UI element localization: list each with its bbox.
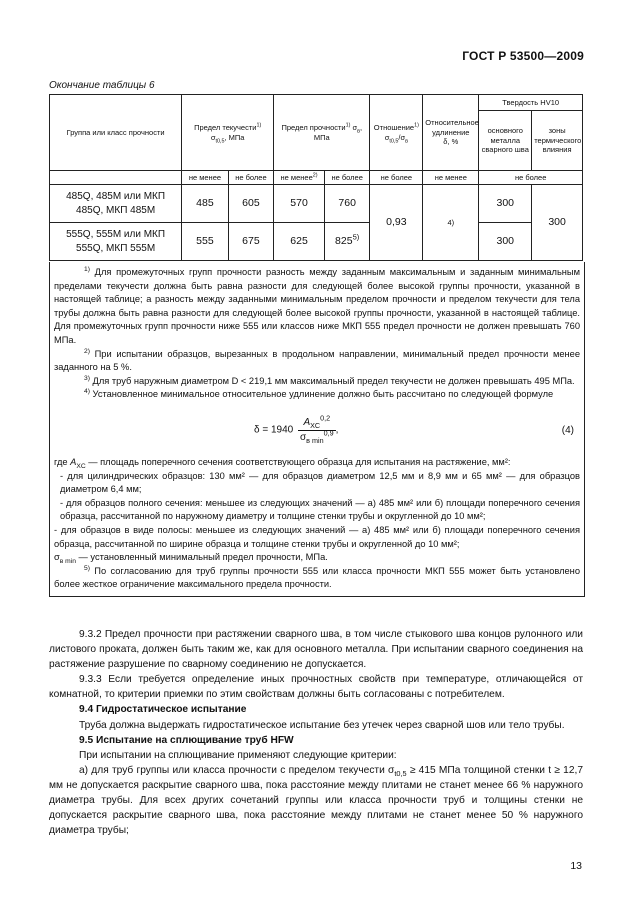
col-group-header: Группа или класс прочности [50, 95, 182, 171]
para-9-4: Труба должна выдержать гидростатическое испытание без утечек через сварной шов или тело трубы. [79, 719, 565, 731]
footnote-1: $^{1)}$ Для промежуточных групп прочности разность между заданным максимальным и заданным минимальным пределами текучести должна быть равна разности для следующей более высокой группы прочности, указанной в настоящей таблице; а разность между заданными минимальным пределом прочности и пределом текучести для тела трубы должна быть равна разности для следующей более высокой группы прочности, указанной в настоящей таблице. Для промежуточных групп прочности ниже 555 или классов ниже МКП 555 предел прочности не должен превышать 760 МПа. [54, 265, 580, 345]
para-9-3-2: 9.3.2 Предел прочности при растяжении сварного шва, в том числе стыкового шва концов рулонного или листового проката, должен быть таким же, как для основного металла. При испытании сварного соединения на растяжение разрушение по сварному соединению не допускается. [49, 629, 583, 671]
table-caption: Окончание таблицы 6 [49, 80, 155, 91]
table-footnotes: $^{1)}$ Для промежуточных групп прочности разность между заданным максимальным и заданным минимальным пределами текучести должна быть равна разности для следующей более высокой группы прочности, указанной в настоящей таблице; а разность между заданными минимальным пределом прочности и пределом текучести для тела трубы должна быть равна разности для следующей более высокой группы прочности, указанной в настоящей таблице. Для промежуточных групп прочности ниже 555 или классов ниже МКП 555 предел прочности не должен превышать 760 МПа. $^{2)}$ При испытании образцов, вырезанных в продольном направлении, минимальный предел прочности менее заданного на 5 %. $^{3)}$ Для труб наружным диаметром D < 219,1 мм максимальный предел текучести не должен превышать 495 МПа. $^{4)}$ Установленное минимальное относительное удлинение должно быть рассчитано по следующей формуле δ = 1940 $\frac{A_{XC}^{0,2}}{\sigma_{в min}^{0,9}}$ , (4) где $A_{XC}$ — площадь поперечного сечения соответствующего образца для испытания на растяжение, мм²: - для цилиндрических образцов: 130 мм² — для образцов диаметром 12,5 мм и 8,9 мм и 65 мм² — для образцов диаметром 6,4 мм; - для образцов полного сечения: меньшее из следующих значений — а) 485 мм² или б) площади поперечного сечения образца, рассчитанной по наружному диаметру и толщине стенки трубы и округленной до 10 мм²; - для образцов в виде полосы: меньшее из следующих значений — а) 485 мм² или б) площади поперечного сечения образца, рассчитанной по ширине образца и толщине стенки трубы и округленной до 10 мм²; $\sigma_{в min}$ — установленный минимальный предел прочности, МПа. $^{5)}$ По согласованию для труб группы прочности 555 или класса прочности МКП 555 может быть установлено более жесткое ограничение максимального предела прочности. [49, 262, 585, 597]
para-9-5-a: а) для труб группы или класса прочности с пределом текучести $\sigma_{t0,5} \ge 415$ МПа толщиной стенки t ≥ 12,7 мм не допускается раскрытие сварного шва, пока расстояние между плитами не станет менее 66 % наружного диаметра трубы. Для всех других сочетаний группы или класса прочности труб и толщины стенки не допускается раскрытие сварного шва, пока расстояние между плитами не станет менее 50 % наружного диаметра трубы; [49, 764, 583, 837]
footnote-5: $^{5)}$ По согласованию для труб группы прочности 555 или класса прочности МКП 555 может быть установлено более жесткое ограничение максимального предела прочности. [54, 564, 580, 590]
elong-note: 4) [423, 185, 479, 261]
strength-table: Группа или класс прочности Предел текучести$^{1)}$ $\sigma_{t0,5}$, МПа Предел прочности$^{1)}$ $\sigma_в$, МПа Отношение$^{1)}$ $\sigma_{t0,5}/\sigma_в$ Относительное удлинение δ, % Твердость HV10 основного металла сварного шва зоны термического влияния не менее не более не менее$^{2)}$ не более не более не менее не более 485Q, 485M или МКП 485Q, МКП 485М 485 605 570 760 0,93 4) 300 300 555Q, 555M или МКП 555Q, МКП 555М 555 675 625 825$^{5)}$ 300 [49, 94, 583, 261]
col-hardness-zone: зоны термического влияния [532, 111, 583, 171]
footnote-4: $^{4)}$ Установленное минимальное относительное удлинение должно быть рассчитано по следующей формуле [84, 388, 554, 400]
table-row: 485Q, 485M или МКП 485Q, МКП 485М 485 605 570 760 0,93 4) 300 300 [50, 185, 583, 223]
col-elong-header: Относительное удлинение δ, % [423, 95, 479, 171]
hv-zone-value: 300 [532, 185, 583, 261]
footnote-3: $^{3)}$ Для труб наружным диаметром D < 219,1 мм максимальный предел текучести не должен превышать 495 МПа. [84, 374, 575, 386]
col-hardness-header: Твердость HV10 [479, 95, 583, 111]
col-hardness-base: основного металла сварного шва [479, 111, 532, 171]
para-9-5: При испытании на сплющивание применяют следующие критерии: [79, 749, 397, 761]
table-row: 555Q, 555M или МКП 555Q, МКП 555М 555 675 625 825$^{5)}$ 300 [50, 223, 583, 261]
heading-9-4: 9.4 Гидростатическое испытание [79, 704, 247, 716]
formula-4: δ = 1940 $\frac{A_{XC}^{0,2}}{\sigma_{в min}^{0,9}}$ , (4) [254, 413, 574, 445]
col-tensile-header: Предел прочности$^{1)}$ $\sigma_в$, МПа [274, 95, 370, 171]
page-number: 13 [570, 860, 582, 872]
col-ratio-header: Отношение$^{1)}$ $\sigma_{t0,5}/\sigma_в$ [370, 95, 423, 171]
footnote-2: $^{2)}$ При испытании образцов, вырезанных в продольном направлении, минимальный предел прочности менее заданного на 5 %. [54, 347, 580, 373]
main-text [49, 627, 583, 838]
heading-9-5: 9.5 Испытание на сплющивание труб HFW [79, 734, 294, 746]
col-yield-header: Предел текучести$^{1)}$ $\sigma_{t0,5}$, МПа [182, 95, 274, 171]
where-area: где $A_{XC}$ — площадь поперечного сечения соответствующего образца для испытания на растяжение, мм²: [54, 456, 511, 470]
para-9-3-3: 9.3.3 Если требуется определение иных прочностных свойств при температуре, отличающейся от комнатной, то критерии приемки по этим свойствам должны быть согласованы с потребителем. [49, 674, 583, 701]
ratio-value: 0,93 [370, 185, 423, 261]
standard-header: ГОСТ Р 53500—2009 [462, 49, 584, 63]
